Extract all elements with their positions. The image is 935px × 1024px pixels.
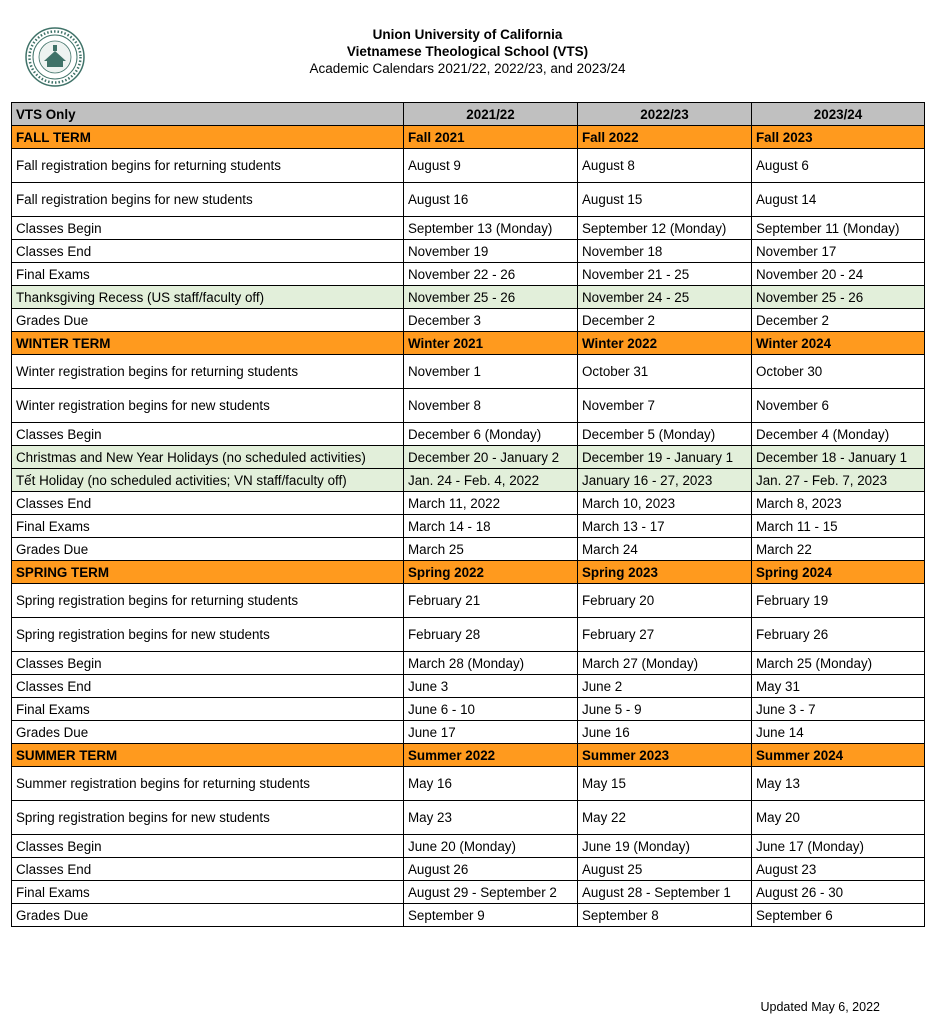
date-cell: March 14 - 18 (404, 515, 578, 538)
term-label: Winter 2024 (752, 332, 925, 355)
table-row (12, 801, 925, 835)
table-row (12, 263, 925, 286)
date-cell: February 26 (752, 618, 925, 652)
table-row (12, 721, 925, 744)
date-cell: November 1 (404, 355, 578, 389)
date-cell: November 19 (404, 240, 578, 263)
date-cell: November 21 - 25 (578, 263, 752, 286)
date-cell: March 25 (Monday) (752, 652, 925, 675)
date-cell: September 6 (752, 904, 925, 927)
date-cell: September 12 (Monday) (578, 217, 752, 240)
table-row (12, 584, 925, 618)
term-name: FALL TERM (12, 126, 404, 149)
university-seal-icon (25, 27, 85, 87)
term-label: Summer 2022 (404, 744, 578, 767)
table-row (12, 767, 925, 801)
column-header: 2022/23 (578, 103, 752, 126)
event-label: Final Exams (12, 698, 404, 721)
event-label: Tết Holiday (no scheduled activities; VN staff/faculty off) (12, 469, 404, 492)
date-cell: December 6 (Monday) (404, 423, 578, 446)
date-cell: June 20 (Monday) (404, 835, 578, 858)
date-cell: November 8 (404, 389, 578, 423)
date-cell: December 19 - January 1 (578, 446, 752, 469)
event-label: Classes End (12, 675, 404, 698)
event-label: Classes End (12, 492, 404, 515)
table-row (12, 240, 925, 263)
date-cell: August 25 (578, 858, 752, 881)
table-row (12, 183, 925, 217)
date-cell: October 31 (578, 355, 752, 389)
term-label: Winter 2022 (578, 332, 752, 355)
date-cell: August 23 (752, 858, 925, 881)
term-label: Fall 2022 (578, 126, 752, 149)
date-cell: May 23 (404, 801, 578, 835)
event-label: Classes End (12, 858, 404, 881)
event-label: Christmas and New Year Holidays (no scheduled activities) (12, 446, 404, 469)
table-row (12, 858, 925, 881)
date-cell: February 19 (752, 584, 925, 618)
table-row (12, 538, 925, 561)
document-title: Academic Calendars 2021/22, 2022/23, and 2023/24 (309, 61, 626, 76)
term-header-row (12, 744, 925, 767)
event-label: Classes Begin (12, 652, 404, 675)
holiday-row (12, 286, 925, 309)
date-cell: August 28 - September 1 (578, 881, 752, 904)
event-label: Spring registration begins for new students (12, 801, 404, 835)
column-header: 2023/24 (752, 103, 925, 126)
date-cell: May 13 (752, 767, 925, 801)
event-label: Fall registration begins for returning students (12, 149, 404, 183)
event-label: Grades Due (12, 721, 404, 744)
term-label: Spring 2024 (752, 561, 925, 584)
term-name: SUMMER TERM (12, 744, 404, 767)
date-cell: December 5 (Monday) (578, 423, 752, 446)
date-cell: March 27 (Monday) (578, 652, 752, 675)
date-cell: December 2 (578, 309, 752, 332)
date-cell: November 17 (752, 240, 925, 263)
table-row (12, 652, 925, 675)
event-label: Classes Begin (12, 423, 404, 446)
date-cell: December 2 (752, 309, 925, 332)
term-header-row (12, 561, 925, 584)
date-cell: June 17 (404, 721, 578, 744)
table-row (12, 835, 925, 858)
event-label: Spring registration begins for returning students (12, 584, 404, 618)
date-cell: February 21 (404, 584, 578, 618)
date-cell: September 9 (404, 904, 578, 927)
event-label: Final Exams (12, 515, 404, 538)
event-label: Spring registration begins for new students (12, 618, 404, 652)
date-cell: August 26 (404, 858, 578, 881)
column-header: VTS Only (12, 103, 404, 126)
date-cell: August 15 (578, 183, 752, 217)
date-cell: March 28 (Monday) (404, 652, 578, 675)
date-cell: August 29 - September 2 (404, 881, 578, 904)
table-row (12, 355, 925, 389)
table-row (12, 492, 925, 515)
date-cell: Jan. 24 - Feb. 4, 2022 (404, 469, 578, 492)
date-cell: September 13 (Monday) (404, 217, 578, 240)
university-name: Union University of California (372, 27, 563, 42)
date-cell: October 30 (752, 355, 925, 389)
date-cell: June 16 (578, 721, 752, 744)
academic-calendar-table (11, 102, 925, 927)
table-row (12, 149, 925, 183)
term-label: Fall 2023 (752, 126, 925, 149)
date-cell: February 20 (578, 584, 752, 618)
date-cell: May 22 (578, 801, 752, 835)
school-name: Vietnamese Theological School (VTS) (346, 44, 589, 59)
date-cell: May 16 (404, 767, 578, 801)
date-cell: September 8 (578, 904, 752, 927)
event-label: Fall registration begins for new students (12, 183, 404, 217)
table-row (12, 217, 925, 240)
date-cell: March 8, 2023 (752, 492, 925, 515)
date-cell: March 22 (752, 538, 925, 561)
date-cell: June 2 (578, 675, 752, 698)
date-cell: January 16 - 27, 2023 (578, 469, 752, 492)
date-cell: March 10, 2023 (578, 492, 752, 515)
event-label: Winter registration begins for returning students (12, 355, 404, 389)
date-cell: June 5 - 9 (578, 698, 752, 721)
date-cell: March 11 - 15 (752, 515, 925, 538)
date-cell: December 18 - January 1 (752, 446, 925, 469)
event-label: Grades Due (12, 904, 404, 927)
term-label: Summer 2023 (578, 744, 752, 767)
date-cell: November 25 - 26 (752, 286, 925, 309)
date-cell: February 27 (578, 618, 752, 652)
document-header (200, 26, 735, 77)
date-cell: June 14 (752, 721, 925, 744)
date-cell: May 20 (752, 801, 925, 835)
event-label: Classes Begin (12, 835, 404, 858)
term-label: Winter 2021 (404, 332, 578, 355)
term-label: Spring 2023 (578, 561, 752, 584)
date-cell: November 6 (752, 389, 925, 423)
date-cell: June 6 - 10 (404, 698, 578, 721)
holiday-row (12, 446, 925, 469)
table-row (12, 904, 925, 927)
date-cell: March 11, 2022 (404, 492, 578, 515)
term-label: Summer 2024 (752, 744, 925, 767)
date-cell: March 25 (404, 538, 578, 561)
date-cell: December 4 (Monday) (752, 423, 925, 446)
event-label: Grades Due (12, 309, 404, 332)
date-cell: August 14 (752, 183, 925, 217)
table-row (12, 515, 925, 538)
date-cell: September 11 (Monday) (752, 217, 925, 240)
date-cell: March 13 - 17 (578, 515, 752, 538)
event-label: Summer registration begins for returning students (12, 767, 404, 801)
term-label: Spring 2022 (404, 561, 578, 584)
event-label: Classes Begin (12, 217, 404, 240)
event-label: Thanksgiving Recess (US staff/faculty off) (12, 286, 404, 309)
term-header-row (12, 332, 925, 355)
date-cell: June 3 (404, 675, 578, 698)
event-label: Winter registration begins for new students (12, 389, 404, 423)
date-cell: August 9 (404, 149, 578, 183)
date-cell: December 3 (404, 309, 578, 332)
date-cell: June 17 (Monday) (752, 835, 925, 858)
date-cell: November 7 (578, 389, 752, 423)
date-cell: November 18 (578, 240, 752, 263)
event-label: Final Exams (12, 263, 404, 286)
holiday-row (12, 469, 925, 492)
date-cell: May 31 (752, 675, 925, 698)
updated-date: Updated May 6, 2022 (760, 1000, 880, 1014)
term-name: SPRING TERM (12, 561, 404, 584)
date-cell: March 24 (578, 538, 752, 561)
date-cell: June 3 - 7 (752, 698, 925, 721)
column-header: 2021/22 (404, 103, 578, 126)
date-cell: November 24 - 25 (578, 286, 752, 309)
table-header-row (12, 103, 925, 126)
date-cell: November 25 - 26 (404, 286, 578, 309)
date-cell: February 28 (404, 618, 578, 652)
table-row (12, 675, 925, 698)
table-row (12, 881, 925, 904)
date-cell: August 26 - 30 (752, 881, 925, 904)
date-cell: August 6 (752, 149, 925, 183)
table-row (12, 423, 925, 446)
table-row (12, 309, 925, 332)
table-row (12, 618, 925, 652)
term-header-row (12, 126, 925, 149)
date-cell: November 20 - 24 (752, 263, 925, 286)
term-name: WINTER TERM (12, 332, 404, 355)
table-row (12, 389, 925, 423)
date-cell: December 20 - January 2 (404, 446, 578, 469)
event-label: Grades Due (12, 538, 404, 561)
table-row (12, 698, 925, 721)
date-cell: August 16 (404, 183, 578, 217)
date-cell: Jan. 27 - Feb. 7, 2023 (752, 469, 925, 492)
term-label: Fall 2021 (404, 126, 578, 149)
date-cell: June 19 (Monday) (578, 835, 752, 858)
event-label: Classes End (12, 240, 404, 263)
event-label: Final Exams (12, 881, 404, 904)
date-cell: May 15 (578, 767, 752, 801)
date-cell: November 22 - 26 (404, 263, 578, 286)
date-cell: August 8 (578, 149, 752, 183)
